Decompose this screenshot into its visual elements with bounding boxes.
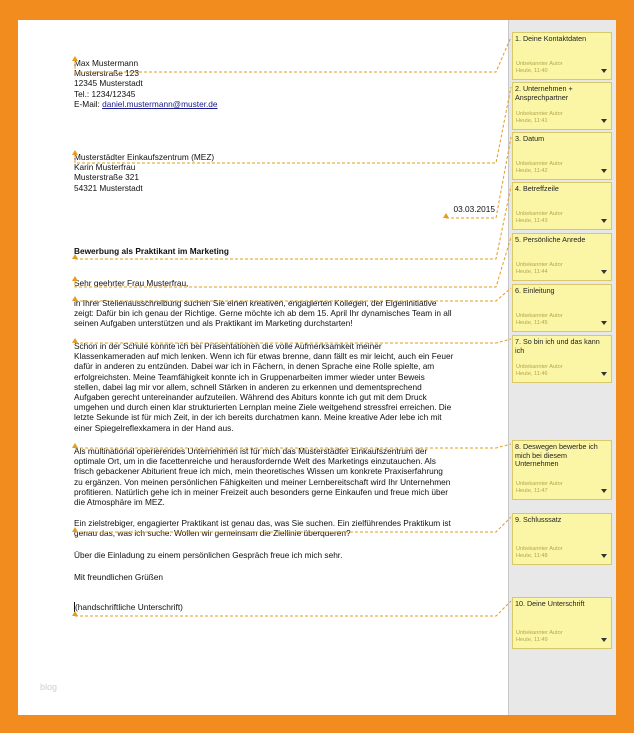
comment-9-title: 9. Schlusssatz [515,515,562,524]
comment-8-meta [516,481,563,495]
comment-5-title: 5. Persönliche Anrede [515,235,586,244]
recipient-street: Musterstraße 321 [74,172,140,183]
comment-9[interactable] [512,513,612,565]
letter-subject: Bewerbung als Praktikant im Marketing [74,246,229,256]
connector-3 [446,137,511,218]
intro-line: zeigt: Dafür bin ich genau der Richtige. Gerne möchte ich ab dem 15. April Ihr dynamisches Team in all [74,308,452,319]
comment-10-author: Unbekannter Autor [516,630,563,636]
comment-6[interactable] [512,284,612,332]
comment-4-title: 4. Betreffzeile [515,184,559,193]
comment-7-author: Unbekannter Autor [516,364,563,370]
body2-line: frisch gebackener Abiturient freue ich mich, mein theoretisches Wissen um konkrete Praxiserfahrung [74,466,443,477]
comment-4-time: Heute, 11:43 [516,218,548,224]
comment-8-time: Heute, 11:47 [516,488,548,494]
body1-line: erfolgreichsten. Meine Teamfähigkeit konnte ich in Gruppenarbeiten immer wieder unter Beweis [74,371,425,382]
sender-city: 12345 Musterstadt [74,78,143,89]
comment-7-time: Heute, 11:46 [516,371,548,377]
comment-1-title: 1. Deine Kontaktdaten [515,34,587,43]
comment-2-chevron-down-icon[interactable] [601,119,607,123]
comment-7-title: 7. So bin ich und das kann ich [515,337,600,355]
comment-7-meta [516,364,563,378]
comment-2-author: Unbekannter Autor [516,111,563,117]
comment-6-chevron-down-icon[interactable] [601,321,607,325]
comment-8[interactable] [512,440,612,500]
sender-email-link[interactable]: daniel.mustermann@muster.de [102,98,218,109]
signature-line: (handschriftliche Unterschrift) [75,602,183,612]
sender-email-label: E-Mail: [74,98,103,109]
recipient-company: Musterstädter Einkaufszentrum (MEZ) [74,152,215,162]
comment-1-time: Heute, 11:40 [516,68,548,74]
comment-5-meta [516,262,563,276]
greeting-line: Mit freundlichen Grüßen [74,572,164,582]
body1-line: Schon in der Schule konnte ich bei Präsentationen die volle Aufmerksamkeit meiner [74,341,382,351]
body1-line: stellen, dabei lag mir vor allem, schnell Stärken in anderen zu erkennen und dementsprechend [74,381,422,392]
body1-line: Klassenkameraden auf mich lenken. Wenn ich für etwas brenne, dann fällt es mir leicht, auch ein Feuer [74,351,454,362]
invite-line: Über die Einladung zu einem persönlichen Gespräch freue ich mich sehr. [74,550,343,560]
connector-6 [75,288,511,301]
body1-line: letzte Sekunde ist für mich Zeit, in der ich bereits durchatmen kann. Meine kreative Ader lebe ich mit [74,412,442,423]
comment-1-chevron-down-icon[interactable] [601,69,607,73]
letter-salutation: Sehr geehrter Frau Musterfrau, [74,278,189,288]
comment-6-title: 6. Einleitung [515,286,555,295]
connector-7 [75,339,511,343]
comment-9-chevron-down-icon[interactable] [601,554,607,558]
intro-line: seinen Aufgaben unterstützen und als Praktikant im Marketing durchstarten! [74,318,353,329]
comment-7-chevron-down-icon[interactable] [601,372,607,376]
comment-4[interactable] [512,182,612,230]
comment-10-time: Heute, 11:49 [516,637,548,643]
watermark-text: blog [40,682,58,692]
comment-1-author: Unbekannter Autor [516,61,563,67]
connector-8 [75,444,511,448]
letter-date: 03.03.2015 [453,204,495,214]
body2-line: optimale Ort, um in die facettenreiche und herausfordernde Welt des Marketings einzutauchen. Als [74,456,436,467]
comment-4-meta [516,211,563,225]
comment-6-time: Heute, 11:45 [516,320,548,326]
comment-3-title: 3. Datum [515,134,545,143]
body2-line: zu ergänzen. Von meinen persönlichen Fähigkeiten und meiner Lernbereitschaft wird Ihr Unternehmen [74,476,451,487]
comment-8-title: 8. Deswegen bewerbe ich mich bei diesem Unternehmen [515,442,598,469]
comment-2[interactable] [512,82,612,130]
comment-7[interactable] [512,335,612,383]
body2-line: profitieren. Natürlich gehe ich in meiner Freizeit auch besonders gerne Einkaufen und freue mich über [74,486,449,497]
recipient-person: Karin Musterfrau [74,162,136,173]
comment-10-meta [516,630,563,644]
comment-4-chevron-down-icon[interactable] [601,219,607,223]
comment-5-time: Heute, 11:44 [516,269,548,275]
closing-line: genau das, was ich suche. Wollen wir gemeinsam die Ziellinie überqueren? [74,528,351,539]
comment-5[interactable] [512,233,612,281]
sender-street: Musterstraße 123 [74,68,140,79]
sender-phone: Tel.: 1234/12345 [74,88,136,99]
comment-10[interactable] [512,597,612,649]
document-page [18,20,616,715]
comment-8-author: Unbekannter Autor [516,481,563,487]
comment-10-title: 10. Deine Unterschrift [515,599,585,608]
intro-line: in Ihrer Stellenausschreibung suchen Sie einen kreativen, engagierten Kollegen, der Eigeninitiative [74,298,437,308]
comment-5-author: Unbekannter Autor [516,262,563,268]
comment-5-chevron-down-icon[interactable] [601,270,607,274]
comment-2-time: Heute, 11:41 [516,118,548,124]
body1-line: einer Spiegelreflexkamera in der Hand aus. [74,422,234,433]
comment-6-meta [516,313,563,327]
comment-6-author: Unbekannter Autor [516,313,563,319]
comment-9-time: Heute, 11:48 [516,553,548,559]
comment-1-meta [516,61,563,75]
connector-2 [75,87,511,163]
body1-line: Aufgaben gerecht untereinander aufzuteilen. Während des Abiturs konnte ich gut mit dem Druck [74,392,427,403]
comment-10-chevron-down-icon[interactable] [601,638,607,642]
comment-9-meta [516,546,563,560]
body1-line: dafür in anderen zu entzünden. Dabei war ich in Fächern, in denen Sprache eine Rolle spielte, am [74,361,435,372]
comment-3-chevron-down-icon[interactable] [601,169,607,173]
body2-line: Als multinational operierendes Unternehmen ist für mich das Musterstädter Einkaufszentrum der [74,446,428,456]
comment-1[interactable] [512,32,612,80]
connector-4 [75,186,511,259]
comment-3-time: Heute, 11:42 [516,168,548,174]
comment-2-meta [516,111,563,125]
connector-9 [75,517,511,532]
body1-line: umgehen und durch einen klar strukturierten Lernplan meine Ziele weitgehend stressfrei erreichen. Die [74,402,452,413]
comment-8-chevron-down-icon[interactable] [601,489,607,493]
recipient-city: 54321 Musterstadt [74,182,143,193]
comment-3-meta [516,161,563,175]
comment-2-title: 2. Unternehmen + Ansprechpartner [515,84,573,102]
connector-5 [75,237,511,287]
connector-1 [75,37,511,72]
comment-3-author: Unbekannter Autor [516,161,563,167]
comment-3[interactable] [512,132,612,180]
comment-9-author: Unbekannter Autor [516,546,563,552]
body2-line: die Atmosphäre im MEZ. [74,497,165,508]
connector-10 [75,601,511,616]
sender-name: Max Mustermann [74,58,139,68]
comment-4-author: Unbekannter Autor [516,211,563,217]
closing-line: Ein zielstrebiger, engagierter Praktikant ist genau das, was Sie suchen. Ein zielführendes Praktikum ist [74,518,451,528]
